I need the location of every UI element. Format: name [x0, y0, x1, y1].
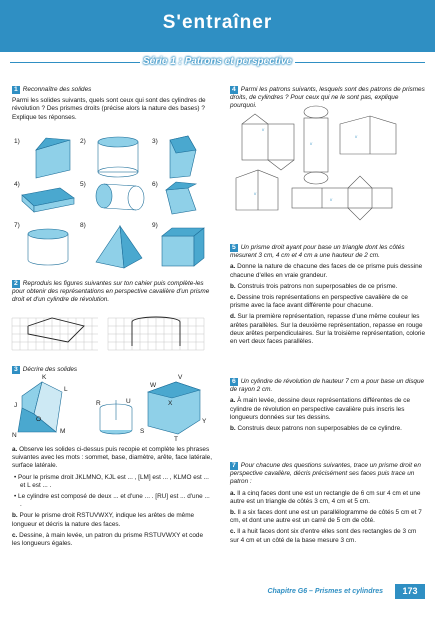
vertex-label: O	[36, 416, 42, 423]
svg-text://: //	[355, 134, 358, 139]
svg-text://: //	[254, 191, 257, 196]
vertex-label: K	[42, 374, 47, 381]
exercise-5	[230, 244, 426, 346]
vertex-label: N	[12, 432, 17, 439]
bullet-item: • Le cylindre est composé de deux ... et d'une ... . [RU] est ... d'une ... .	[14, 493, 210, 509]
question-a: Observe les solides ci-dessus puis recopie et complète les phrases suivantes avec les mots : sommet, base, diamètre, arête, face latérale, surface latérale.	[12, 446, 212, 470]
figure-label: 7)	[14, 222, 20, 229]
exercise-title: Reconnaître des solides	[22, 86, 92, 93]
exercise-number: 5	[232, 244, 236, 251]
figure-label: 1)	[14, 138, 20, 145]
question-letter: a.	[230, 489, 236, 497]
vertex-label: W	[150, 382, 157, 389]
exercise-text: Reproduis les figures suivantes sur ton cahier puis complète-les pour obtenir des représentations en perspective cavalière d'un prisme droit et d'un cylindre de révolution.	[12, 280, 210, 304]
vertex-label: T	[174, 436, 178, 443]
question-letter: c.	[12, 531, 18, 539]
exercise-title: Pour chacune des questions suivantes, trace un prisme droit en perspective cavalière, décris précisément ses faces puis trace un patron :	[230, 462, 421, 486]
exercise-number: 7	[232, 462, 236, 469]
figure-label: 8)	[80, 222, 86, 229]
vertex-label: R	[96, 400, 101, 407]
vertex-label: Y	[202, 418, 207, 425]
chapter-footer: Chapitre G6 – Prismes et cylindres	[267, 588, 383, 595]
exercise-number: 3	[14, 366, 18, 373]
question-letter: b.	[230, 425, 236, 433]
question-a: À main levée, dessine deux représentations différentes de ce cylindre de révolution en perspective cavalière puis inscris les longueurs données sur tes dessins.	[230, 397, 411, 421]
series-title: Série 1 : Patrons et perspective	[143, 56, 292, 67]
figure-label: 4)	[14, 181, 20, 188]
exercise-title: Un cylindre de révolution de hauteur 7 cm a pour base un disque de rayon 2 cm.	[230, 378, 425, 394]
vertex-label: U	[126, 398, 131, 405]
figure-label: 5)	[80, 181, 86, 188]
exercise-number: 2	[14, 280, 18, 287]
bullet-text: Pour le prisme droit JKLMNO, KJL est ... , [LM] est ... , KLMO est ... et L est ... .	[18, 473, 209, 489]
svg-text://: //	[310, 141, 313, 146]
question-c: Il a huit faces dont six d'entre elles sont des rectangles de 3 cm sur 4 cm et un côté de la base mesure 3 cm.	[230, 528, 417, 544]
question-letter: a.	[230, 263, 236, 271]
question-a: Il a cinq faces dont une est un rectangle de 6 cm sur 4 cm et une autre est un triangle de côtés 3 cm, 4 cm et 5 cm.	[230, 489, 421, 505]
question-letter: b.	[230, 282, 236, 290]
page-title: S'entraîner	[162, 12, 273, 33]
vertex-label: J	[14, 402, 18, 409]
question-letter: c.	[230, 294, 236, 302]
question-b: Construis trois patrons non superposables de ce prisme.	[237, 282, 398, 290]
question-b: Construis deux patrons non superposables de ce cylindre.	[237, 425, 402, 433]
exercise-text: Parmi les solides suivants, quels sont ceux qui sont des cylindres de révolution ? Des prismes droits (précise alors la nature des bases) ? Explique tes réponses.	[12, 97, 206, 121]
bullet-item: • Pour le prisme droit JKLMNO, KJL est ... , [LM] est ... , KLMO est ... et L est ... .	[14, 473, 209, 489]
vertex-label: V	[178, 374, 183, 381]
figure-label: 9)	[152, 222, 158, 229]
bullet-text: Le cylindre est composé de deux ... et d'une ... . [RU] est ... d'une ... .	[18, 493, 210, 509]
exercise-number: 4	[232, 86, 236, 93]
page-number: 173	[395, 584, 425, 599]
question-letter: c.	[230, 528, 236, 536]
svg-text://: //	[330, 197, 333, 202]
question-d: Sur la première représentation, repasse d'une même couleur les arêtes parallèles. Sur la deuxième représentation, repasse en rouge deux arêtes perpendiculaires. Sur la troisième représentation, colorie en vert deux faces parallèles.	[230, 313, 426, 346]
exercise-7	[230, 462, 426, 545]
question-c: Dessine trois représentations en perspective cavalière de ce prisme avec la face avant différente pour chacune.	[230, 294, 408, 310]
vertex-label: L	[64, 386, 68, 393]
vertex-label: S	[140, 428, 145, 435]
svg-text://: //	[262, 127, 265, 132]
question-letter: b.	[12, 512, 18, 520]
vertex-label: M	[60, 428, 66, 435]
exercise-title: Décrire des solides	[22, 366, 78, 373]
question-c: Dessine, à main levée, un patron du prisme RSTUVWXY et code les longueurs égales.	[12, 531, 204, 548]
question-letter: a.	[12, 446, 18, 453]
exercise-number: 1	[14, 86, 18, 93]
exercise-6	[230, 378, 426, 433]
question-a: Donne la nature de chacune des faces de ce prisme puis dessine chacune d'elles en vraie grandeur.	[230, 263, 423, 279]
figure-label: 6)	[152, 181, 158, 188]
figure-label: 2)	[80, 138, 86, 145]
exercise-number: 6	[232, 378, 236, 385]
vertex-label: X	[168, 400, 173, 407]
question-b: Pour le prisme droit RSTUVWXY, indique les arêtes de même longueur et décris la nature des faces.	[12, 512, 195, 528]
question-letter: a.	[230, 397, 236, 405]
figure-label: 3)	[152, 138, 158, 145]
exercise-title: Un prisme droit ayant pour base un triangle dont les côtés mesurent 3 cm, 4 cm et 4 cm a une hauteur de 2 cm.	[230, 244, 405, 260]
question-letter: d.	[230, 313, 236, 321]
question-b: Il a six faces dont une est un parallélogramme de côtés 5 cm et 7 cm, et dont une autre est un carré de 5 cm de côté.	[230, 509, 422, 525]
question-letter: b.	[230, 509, 236, 517]
exercise-text: Parmi les patrons suivants, lesquels sont des patrons de prismes droits, de cylindres ? Pour ceux qui ne le sont pas, explique pourquoi.	[230, 86, 425, 110]
